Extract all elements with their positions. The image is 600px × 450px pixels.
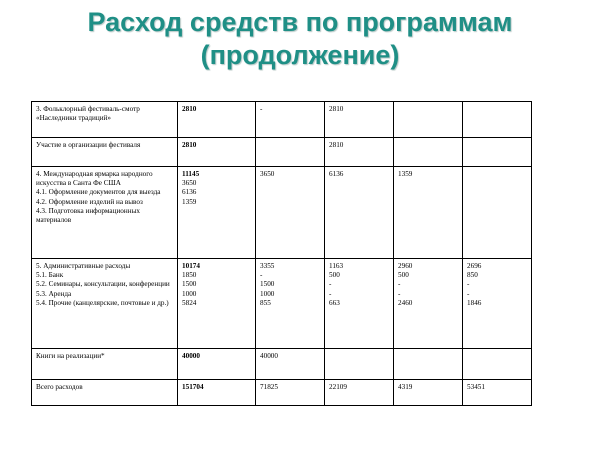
total-cell bbox=[178, 102, 256, 138]
cell-line: 2810 bbox=[329, 141, 344, 149]
cell-line: 40000 bbox=[182, 352, 200, 360]
cell-line: 3355 bbox=[260, 262, 275, 270]
total-cell bbox=[178, 380, 256, 406]
amount-cell-3 bbox=[394, 349, 463, 380]
amount-cell-4 bbox=[463, 259, 532, 349]
cell-line: 2810 bbox=[329, 105, 344, 113]
cell-line: 2810 bbox=[182, 105, 197, 113]
amount-cell-4 bbox=[463, 167, 532, 259]
cell-line: - bbox=[329, 280, 332, 289]
cell-line: - bbox=[398, 280, 401, 289]
cell-line: 22109 bbox=[329, 383, 347, 391]
cell-line: 6136 bbox=[182, 188, 197, 197]
cell-line: 663 bbox=[329, 298, 340, 307]
amount-cell-2 bbox=[325, 167, 394, 259]
cell-line: 5.1. Банк bbox=[36, 271, 64, 280]
amount-cell-1 bbox=[256, 259, 325, 349]
cell-line: 1850 bbox=[182, 271, 197, 280]
table-row bbox=[32, 259, 532, 349]
cell-line: 5.3. Аренда bbox=[36, 289, 72, 298]
cell-line: 53451 bbox=[467, 383, 485, 391]
cell-line: 500 bbox=[329, 271, 340, 280]
cell-line: 5.4. Прочие (канцелярские, почтовые и др.) bbox=[36, 298, 169, 307]
cell-line: 2696 bbox=[467, 262, 482, 270]
total-cell bbox=[178, 138, 256, 167]
table-row bbox=[32, 138, 532, 167]
cell-line: 151704 bbox=[182, 383, 204, 391]
cell-line: 2810 bbox=[182, 141, 197, 149]
cell-line: 3650 bbox=[182, 179, 197, 188]
cell-line: 2460 bbox=[398, 298, 413, 307]
cell-line: - bbox=[329, 289, 332, 298]
cell-line: 5. Административные расходы bbox=[36, 262, 131, 270]
amount-cell-1 bbox=[256, 138, 325, 167]
expenses-table-body bbox=[32, 102, 532, 406]
amount-cell-4 bbox=[463, 349, 532, 380]
cell-line: 500 bbox=[398, 271, 409, 280]
cell-line: 1500 bbox=[182, 280, 197, 289]
amount-cell-1 bbox=[256, 102, 325, 138]
title-line-1: Расход средств по программам bbox=[87, 7, 513, 37]
table-row bbox=[32, 167, 532, 259]
cell-line: 1359 bbox=[398, 170, 413, 178]
cell-line: 1000 bbox=[260, 289, 275, 298]
cell-line: 1163 bbox=[329, 262, 344, 270]
cell-line: - bbox=[260, 105, 263, 113]
cell-line: 850 bbox=[467, 271, 478, 280]
amount-cell-1 bbox=[256, 167, 325, 259]
label-cell bbox=[32, 380, 178, 406]
total-cell bbox=[178, 259, 256, 349]
cell-line: 855 bbox=[260, 298, 271, 307]
cell-line: 3. Фольклорный фестиваль-смотр «Наследники традиций» bbox=[36, 105, 140, 123]
cell-line: - bbox=[260, 271, 263, 280]
amount-cell-3 bbox=[394, 380, 463, 406]
amount-cell-3 bbox=[394, 138, 463, 167]
cell-line: 4.1. Оформление документов для выезда bbox=[36, 188, 161, 197]
amount-cell-2 bbox=[325, 380, 394, 406]
cell-line: Участие в организации фестиваля bbox=[36, 141, 141, 149]
cell-line: Всего расходов bbox=[36, 383, 83, 391]
page-title bbox=[0, 6, 600, 72]
cell-line: 11145 bbox=[182, 170, 200, 178]
cell-line: 5.2. Семинары, консультации, конференции bbox=[36, 280, 170, 289]
label-cell bbox=[32, 349, 178, 380]
amount-cell-2 bbox=[325, 259, 394, 349]
label-cell bbox=[32, 138, 178, 167]
cell-line: 10174 bbox=[182, 262, 200, 270]
amount-cell-3 bbox=[394, 259, 463, 349]
cell-line: 1500 bbox=[260, 280, 275, 289]
amount-cell-2 bbox=[325, 102, 394, 138]
amount-cell-4 bbox=[463, 138, 532, 167]
label-cell bbox=[32, 102, 178, 138]
cell-line: 4. Международная ярмарка народного искусства в Санта Фе США bbox=[36, 170, 153, 188]
cell-line: 4319 bbox=[398, 383, 413, 391]
cell-line: 4.2. Оформление изделий на вывоз bbox=[36, 197, 143, 206]
cell-line: 71825 bbox=[260, 383, 278, 391]
cell-line: - bbox=[398, 289, 401, 298]
amount-cell-4 bbox=[463, 380, 532, 406]
label-cell bbox=[32, 259, 178, 349]
cell-line: 5824 bbox=[182, 298, 197, 307]
amount-cell-1 bbox=[256, 380, 325, 406]
cell-line: 1846 bbox=[467, 298, 482, 307]
table-row bbox=[32, 102, 532, 138]
amount-cell-2 bbox=[325, 349, 394, 380]
cell-line: 40000 bbox=[260, 352, 278, 360]
cell-line: Книги на реализации* bbox=[36, 352, 105, 360]
table-row bbox=[32, 380, 532, 406]
amount-cell-1 bbox=[256, 349, 325, 380]
amount-cell-3 bbox=[394, 102, 463, 138]
amount-cell-3 bbox=[394, 167, 463, 259]
expenses-table bbox=[31, 101, 532, 406]
cell-line: 2960 bbox=[398, 262, 413, 270]
cell-line: 1000 bbox=[182, 289, 197, 298]
title-line-2: (продолжение) bbox=[200, 40, 400, 70]
amount-cell-2 bbox=[325, 138, 394, 167]
cell-line: 1359 bbox=[182, 197, 197, 206]
cell-line: - bbox=[467, 280, 470, 289]
cell-line: 4.3. Подготовка информационных материалов bbox=[36, 206, 141, 225]
table-row bbox=[32, 349, 532, 380]
total-cell bbox=[178, 349, 256, 380]
cell-line: 3650 bbox=[260, 170, 275, 178]
cell-line: - bbox=[467, 289, 470, 298]
total-cell bbox=[178, 167, 256, 259]
label-cell bbox=[32, 167, 178, 259]
amount-cell-4 bbox=[463, 102, 532, 138]
cell-line: 6136 bbox=[329, 170, 344, 178]
